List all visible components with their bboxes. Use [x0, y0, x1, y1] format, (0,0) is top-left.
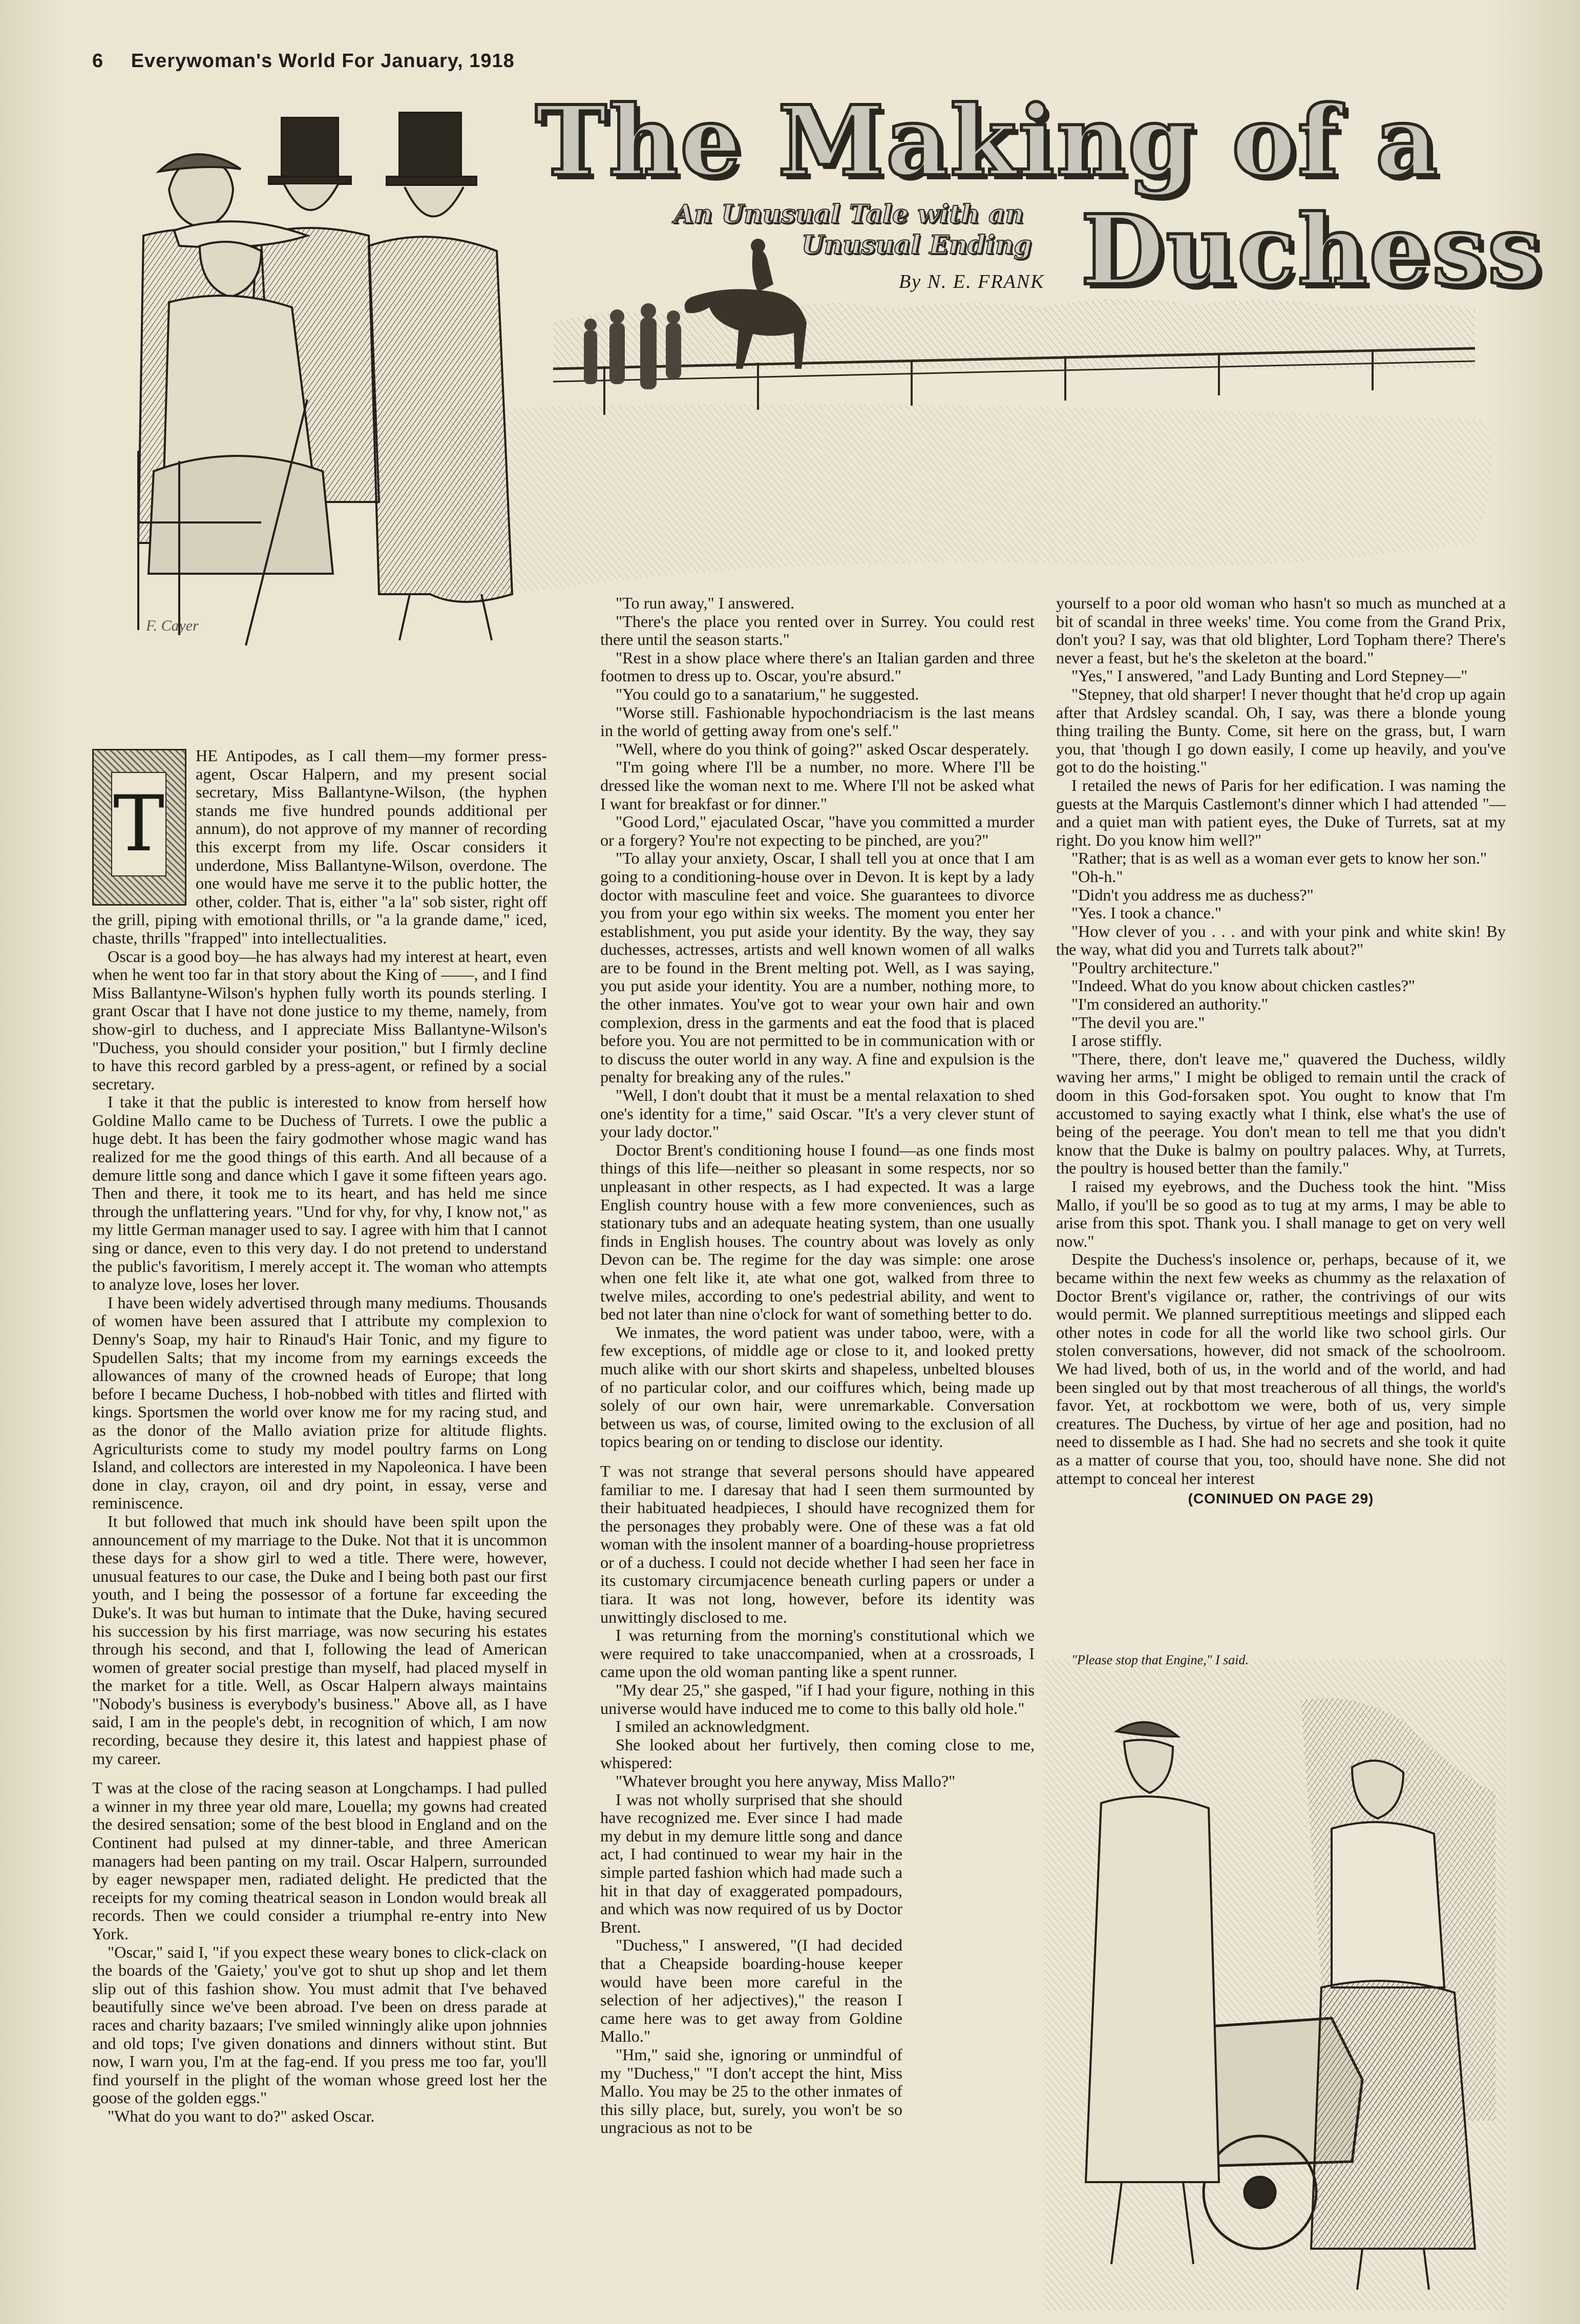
paragraph: I arose stiffly.	[1071, 1031, 1162, 1050]
running-header	[92, 50, 515, 72]
article-title-line2: Duchess	[1081, 194, 1544, 307]
ornamental-dropcap: T	[92, 749, 186, 906]
paragraph: She looked about her furtively, then coming close to me, whispered:	[600, 1735, 1035, 1772]
byline: By N. E. FRANK	[899, 271, 1045, 292]
paragraph: "I'm going where I'll be a number, no more. Where I'll be dressed like the woman next to me. Where I'll not be asked what I want for breakfast or for dinner."	[600, 758, 1035, 813]
paragraph: yourself to a poor old woman who hasn't so much as munched at a bit of scandal in three weeks' time. You come from the Grand Prix, don't you? I say, was that old blighter, Lord Topham there? There's never a feast, but he's the skeleton at the board."	[1056, 594, 1506, 667]
paragraph: "Worse still. Fashionable hypochondriacism is the last means in the world of getting away from one's self."	[600, 703, 1035, 740]
paragraph: "There's the place you rented over in Surrey. You could rest there until the season starts."	[600, 612, 1035, 649]
section-paragraph: T was at the close of the racing season at Longchamps. I had pulled a winner in my three year old mare, Louella; my gowns had created the desired sensation; some of the best blood in England and on the Continent had pulsed at my dinner-table, and three American managers had been panting on my trail. Oscar Halpern, surrounded by eager newspaper men, radiated delight. He predicted that the receipts for my coming theatrical season in London would break all records. Then we could consider a triumphal re-entry into New York.	[92, 1778, 547, 1943]
section-paragraph: T was not strange that several persons should have appeared familiar to me. I daresay that had I seen them surmounted by their habituated headpieces, I should have recognized them for the personages they probably were. One of these was a fat old woman with the insolent manner of a boarding-house proprietress or of a duchess. I could not decide whether I had seen her face in its customary circumjacence beneath curling papers or under a tiara. It was not long, however, before its identity was unwittingly disclosed to me.	[600, 1461, 1035, 1626]
paragraph: "Well, where do you think of going?" asked Oscar desperately.	[616, 739, 1029, 758]
paragraph: We inmates, the word patient was under taboo, were, with a few exceptions, of middle age or close to it, and looked pretty much alike with our short skirts and shapeless, unbelted blouses of no particular color, and our coiffures which, being made up solely of our own hair, were unremarkable. Conversation between us was, of course, limited owing to the exclusion of all topics bearing on or tending to disclose our identity.	[600, 1323, 1035, 1451]
paragraph: "Yes," I answered, "and Lady Bunting and Lord Stepney—"	[1071, 666, 1468, 685]
paragraph: I raised my eyebrows, and the Duchess took the hint. "Miss Mallo, if you'll be so good as to tug at my arms, I may be able to arise from this spot. Thank you. I shall manage to get on very well now."	[1056, 1177, 1506, 1250]
paragraph: "I'm considered an authority."	[1071, 995, 1268, 1014]
paragraph: "Oh-h."	[1071, 867, 1123, 886]
paragraph: "Duchess," I answered, "(I had decided that a Cheapside boarding-house keeper would have been more careful in the selection of her adjectives)," the reason I came here was to get away from Goldine Mallo."	[600, 1936, 902, 2046]
illustration-caption: "Please stop that Engine," I said.	[1071, 1652, 1249, 1667]
paragraph: "To run away," I answered.	[616, 594, 795, 612]
paragraph: I was not wholly surprised that she should have recognized me. Ever since I had made my debut in my demure little song and dance act, I had continued to wear my hair in the simple parted fashion which had made such a hit in that day of exaggerated pompadours, and which was now required of us by Doctor Brent.	[600, 1790, 902, 1936]
paragraph: "Poultry architecture."	[1071, 958, 1220, 977]
paragraph: I was returning from the morning's constitutional which we were required to take unaccompanied, when at a crossroads, I came upon the old woman panting like a spent runner.	[600, 1626, 1035, 1681]
paragraph: Doctor Brent's conditioning house I found—as one finds most things of this life—neither so pleasant in some respects, nor so unpleasant in other respects, as I had expected. It was a large English country house with a few more conveniences, such as stationary tubs and an adequate heating system, than one usually finds in English houses. The country about was lovely as only Devon can be. The regime for the day was simple: one arose when one felt like it, ate what one got, walked from three to twelve miles, according to one's pedestrial ability, and went to bed not later than nine o'clock for want of something better to do.	[600, 1140, 1035, 1324]
paragraph: "Good Lord," ejaculated Oscar, "have you committed a murder or a forgery? You're not expecting to be pinched, are you?"	[600, 812, 1035, 849]
paragraph: "You could go to a sanatarium," he suggested.	[616, 684, 919, 703]
article-subtitle-line1: An Unusual Tale with an	[674, 199, 1024, 229]
paragraph: I take it that the public is interested to know from herself how Goldine Mallo came to be Duchess of Turrets. I owe the public a huge debt. It has been the fairy godmother whose magic wand has realized for me the good things of this earth. And all because of a demure little song and dance which I gave it some fifteen years ago. Then and there, it took me to its heart, and has held me since through the unflattering years. "Und for vhy, for vhy, I know not," as my little German manager used to say. I agree with him that I cannot sing or dance, even to this very day. I do not pretend to understand the public's favoritism, I merely accept it. The woman who attempts to analyze love, loses her lover.	[92, 1093, 547, 1294]
paragraph: "Hm," said she, ignoring or unmindful of my "Duchess," "I don't accept the hint, Miss Mallo. You may be 25 to the other inmates of this silly place, but, surely, you won't be so ungracious as not to be	[600, 2045, 902, 2137]
paragraph: "Indeed. What do you know about chicken castles?"	[1071, 976, 1416, 995]
paragraph: "Didn't you address me as duchess?"	[1071, 885, 1314, 904]
paragraph: "Rather; that is as well as a woman ever gets to know her son."	[1071, 849, 1487, 868]
paragraph: "Well, I don't doubt that it must be a mental relaxation to shed one's identity for a time," said Oscar. "It's a very clever stunt of your lady doctor."	[600, 1086, 1035, 1141]
paragraph: It but followed that much ink should have been spilt upon the announcement of my marriage to the Duke. Not that it is uncommon these days for a show girl to wed a title. There were, however, unusual features to our case, the Duke and I being both past our first youth, and I being the possessor of a fortune far exceeding the Duke's. It was but human to intimate that the Duke, having secured his succession by his first marriage, was now securing his estates through his second, and that I, following the lead of American women of greater social prestige than myself, had placed myself in the market for a title. Well, as Oscar Halpern always maintains "Nobody's business is everybody's business." Above all, as I have said, I am in the people's debt, in recognition of which, I am now recording, because they desire it, this latest and happiest phase of my career.	[92, 1512, 547, 1768]
paragraph: "Rest in a show place where there's an Italian garden and three footmen to dress up to. Oscar, you're absurd."	[600, 648, 1035, 685]
continued-notice: (CONINUED ON PAGE 29)	[1188, 1491, 1374, 1507]
paragraph: "To allay your anxiety, Oscar, I shall tell you at once that I am going to a conditioning-house over in Devon. It is kept by a lady doctor with masculine feet and voice. She guarantees to divorce you from your ego within six weeks. The moment you enter her establishment, you put aside your identity. By the way, they say duchesses, actresses, artists and well known women of all walks are to be found in the Brent melting pot. Well, as I was saying, you put aside your identity. You are a number, nothing more, to the other inmates. You've got to wear your own hair and own complexion, dress in the garments and eat the food that is placed before you. You are not permitted to be in communication with or to discuss the outer world in any way. A fine and expulsion is the penalty for breaking any of the rules."	[600, 849, 1035, 1086]
page-number: 6	[92, 50, 104, 72]
paragraph: I have been widely advertised through many mediums. Thousands of women have been assured that I attribute my complexion to Denny's Soap, my hair to Rinaud's Hair Tonic, and my figure to Spudellen Salts; that my income from my earnings exceeds the allowances of many of the crowned heads of Europe; that long before I became Duchess, I hob-nobbed with titles and flirted with kings. Sportsmen the world over know me for my racing stud, and as the donor of the Mallo aviation prize for altitude flights. Agriculturists come to study my model poultry farms on Long Island, and collectors are interested in my Napoleonica. I have been done in clay, crayon, oil and dry point, in essay, verse and reminiscence.	[92, 1293, 547, 1513]
paragraph: "There, there, don't leave me," quavered the Duchess, wildly waving her arms," I might be obliged to remain until the crack of doom in this God-forsaken spot. You ought to know that I'm accustomed to saying exactly what I think, else what's the use of being of the peerage. You don't mean to tell me that you didn't know that the Duke is balmy on poultry palaces. Why, at Turrets, the poultry is housed better than the family."	[1056, 1049, 1506, 1178]
paragraph: I smiled an acknowledgment.	[616, 1717, 810, 1736]
paragraph: "Whatever brought you here anyway, Miss Mallo?"	[616, 1772, 956, 1790]
publication-line: Everywoman's World For January, 1918	[131, 50, 515, 72]
column-1	[92, 747, 547, 2126]
paragraph: "My dear 25," she gasped, "if I had your figure, nothing in this universe would have induced me to come to this bally old hole."	[600, 1681, 1035, 1718]
article-title-line1: The Making of a	[535, 85, 1440, 198]
paragraph: I retailed the news of Paris for her edification. I was naming the guests at the Marquis Castlemont's dinner which I had attended "—and a quiet man with patient eyes, the Duke of Turrets, sat at my right. Do you know him well?"	[1056, 776, 1506, 849]
paragraph: Oscar is a good boy—he has always had my interest at heart, even when he went too far in that story about the King of ——, and I find Miss Ballantyne-Wilson's hyphen fully worth its pounds sterling. I grant Oscar that I have not done justice to my theme, namely, from show-girl to duchess, and I appreciate Miss Ballantyne-Wilson's "Duchess, you should consider your position," but I firmly decline to have this record garbled by a press-agent, or refined by a social secretary.	[92, 947, 547, 1093]
duchess-meeting-illustration	[1045, 1660, 1506, 2310]
illustrator-signature: F. Cayer	[146, 617, 199, 634]
paragraph: "How clever of you . . . and with your pink and white skin! By the way, what did you and Turrets talk about?"	[1056, 922, 1506, 959]
column-2	[600, 594, 1035, 2137]
paragraph: HE Antipodes, as I call them—my former press-agent, Oscar Halpern, and my present social secretary, Miss Ballantyne-Wilson, (the hyphen stands me five hundred pounds additional per annum), do not approve of my manner of recording this excerpt from my life. Oscar considers it underdone, Miss Ballantyne-Wilson, overdone. The one would have me serve it to the public hotter, the other, colder. That is, either "a la" sob sister, right off the grill, piping with emotional thrills, or "a la grande dame," iced, chaste, thrills "frapped" into intellectualities.	[92, 746, 547, 947]
paragraph: "The devil you are."	[1071, 1013, 1205, 1032]
column-3	[1056, 594, 1506, 1508]
paragraph: "What do you want to do?" asked Oscar.	[108, 2106, 375, 2125]
article-subtitle-line2: Unusual Ending	[802, 229, 1032, 260]
paragraph: "Yes. I took a chance."	[1071, 904, 1221, 923]
paragraph: "Stepney, that old sharper! I never thought that he'd crop up again after that Ardsley scandal. Oh, I say, was there a blonde young thing trailing the Bunty. Come, sit here on the grass, but, I warn you, that 'though I go down easily, I come up heavily, and you've got to do the hoisting."	[1056, 684, 1506, 777]
paragraph: Despite the Duchess's insolence or, perhaps, because of it, we became within the next few weeks as chummy as the relaxation of Doctor Brent's vigilance or, rather, the contrivings of our wits would permit. We planned surreptitious meetings and slipped each other notes in code for all the world like two school girls. Our stolen conversations, however, did not smack of the schoolroom. We had lived, both of us, in the world and of the world, and had been singled out by that most treacherous of all things, the world's favor. Yet, at rockbottom we were, both of us, very simple creatures. The Duchess, by virtue of her age and position, had no need to dissemble as I had. She had no secrets and she took it quite as a matter of course that you, too, should have none. She did not attempt to conceal her interest	[1056, 1250, 1506, 1488]
paragraph: "Oscar," said I, "if you expect these weary bones to click-clack on the boards of the 'Gaiety,' you've got to shut up shop and let them slip out of this fashion show. You must admit that I've behaved beautifully since we've been abroad. I've been on dress parade at races and charity bazaars; I've smiled winningly alike upon johnnies and old tops; I've given donations and dinners without stint. But now, I warn you, I'm at the fag-end. If you press me too far, you'll find yourself in the plight of the woman whose greed lost her the goose of the golden eggs."	[92, 1942, 547, 2107]
